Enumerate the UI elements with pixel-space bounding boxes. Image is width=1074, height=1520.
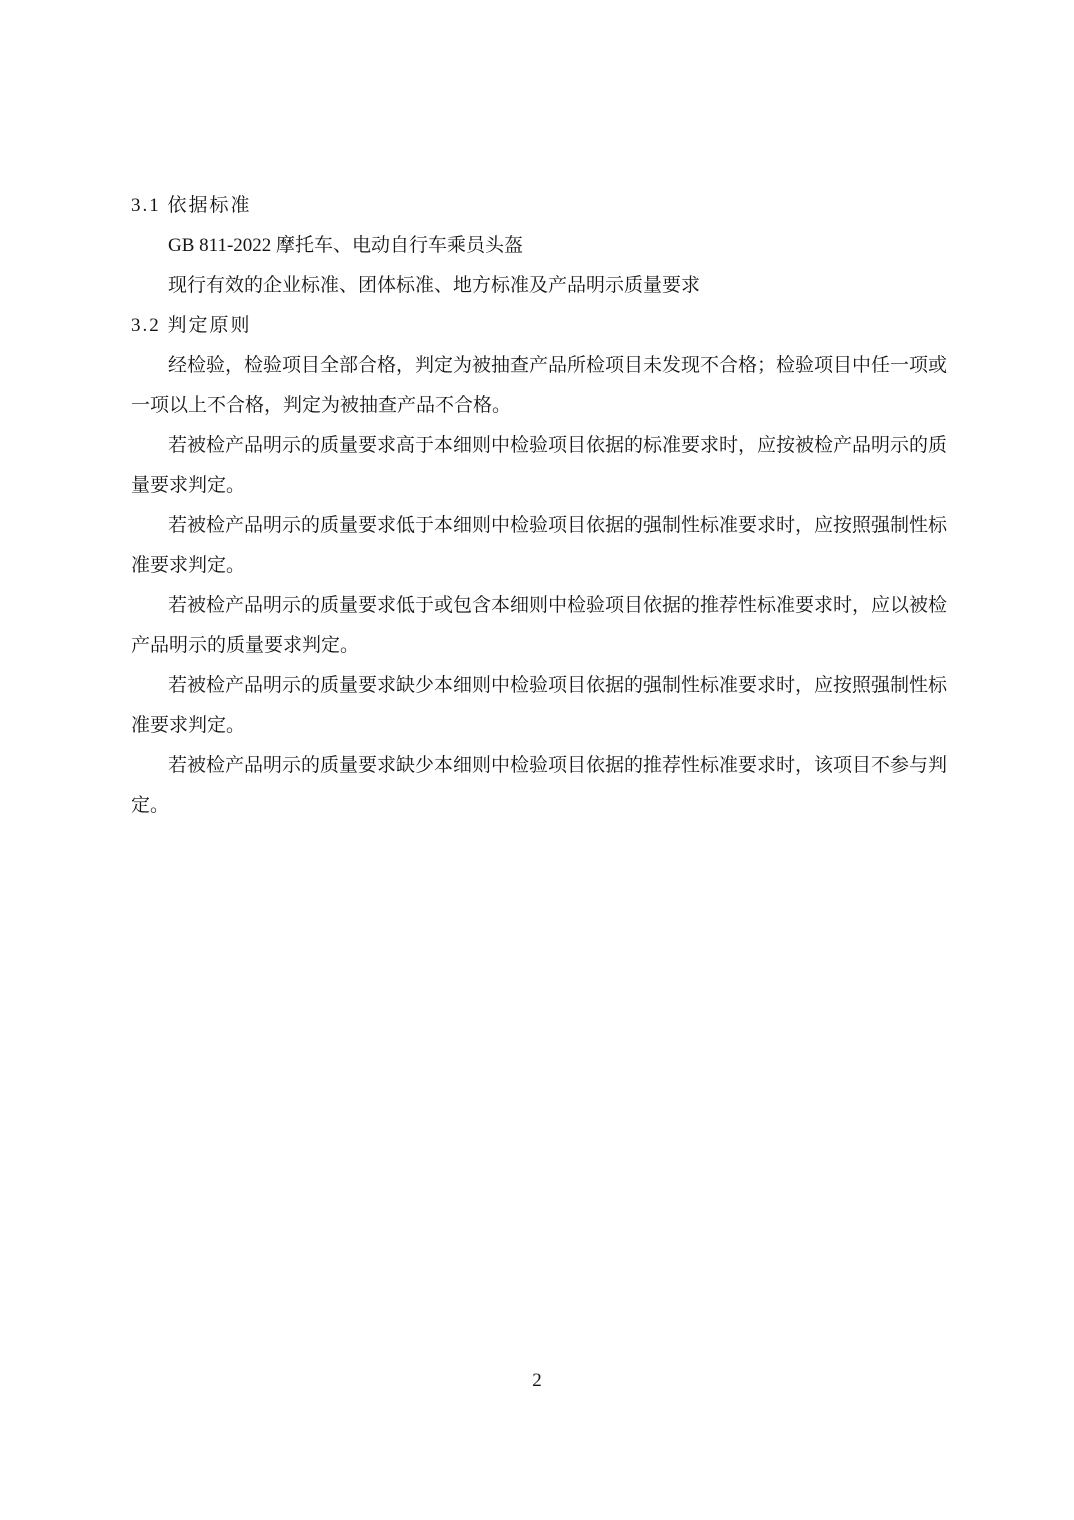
page-number: 2: [532, 1370, 542, 1391]
document-body: [131, 186, 961, 826]
text-line: 现行有效的企业标准、团体标准、地方标准及产品明示质量要求: [168, 275, 701, 296]
text-line: 经检验，检验项目全部合格，判定为被抽查产品所检项目未发现不合格；检验项目中任一项或: [168, 355, 948, 376]
text-line: 若被检产品明示的质量要求高于本细则中检验项目依据的标准要求时，应按被检产品明示的质: [168, 435, 948, 456]
text-line: 若被检产品明示的质量要求缺少本细则中检验项目依据的推荐性标准要求时，该项目不参与判: [168, 755, 948, 776]
text-line: 准要求判定。: [131, 555, 246, 576]
text-line: 一项以上不合格，判定为被抽查产品不合格。: [131, 395, 512, 416]
text-line: 量要求判定。: [131, 475, 246, 496]
text-line: 定。: [131, 795, 170, 816]
section-heading: 3.1 依据标准: [131, 195, 252, 216]
section-heading: 3.2 判定原则: [131, 315, 252, 336]
text-line: 产品明示的质量要求判定。: [131, 635, 360, 656]
text-line: 若被检产品明示的质量要求缺少本细则中检验项目依据的强制性标准要求时，应按照强制性标: [168, 675, 948, 696]
text-line: 若被检产品明示的质量要求低于或包含本细则中检验项目依据的推荐性标准要求时，应以被检: [168, 595, 948, 616]
text-line: 若被检产品明示的质量要求低于本细则中检验项目依据的强制性标准要求时，应按照强制性标: [168, 515, 948, 536]
text-line: 准要求判定。: [131, 715, 246, 736]
text-line: GB 811-2022 摩托车、电动自行车乘员头盔: [168, 235, 524, 256]
page-footer: [0, 1366, 1074, 1396]
